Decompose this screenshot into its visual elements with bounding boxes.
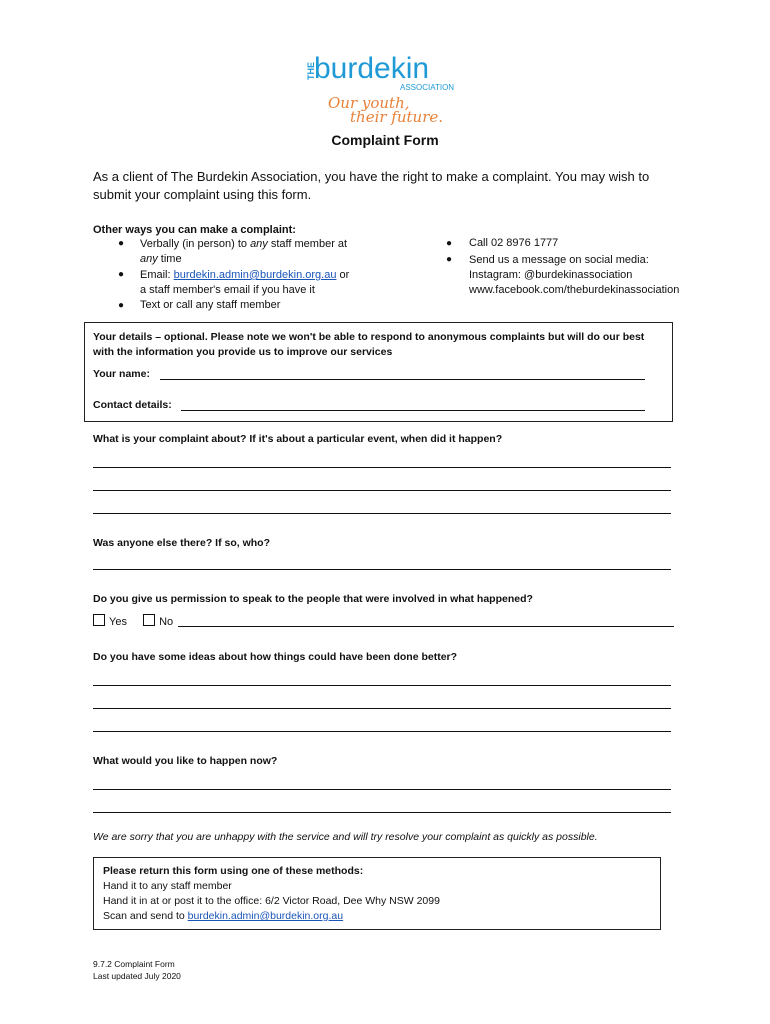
answer-line[interactable] (93, 467, 671, 468)
question-witnesses: Was anyone else there? If so, who? (93, 537, 270, 549)
logo-name: burdekin (314, 52, 430, 85)
question-ideas: Do you have some ideas about how things could have been done better? (93, 651, 458, 663)
answer-line[interactable] (93, 569, 671, 570)
yes-label: Yes (109, 616, 127, 628)
return-heading: Please return this form using one of these methods: (103, 865, 364, 877)
bullet-icon: ● (118, 300, 125, 311)
name-field[interactable] (160, 379, 645, 380)
answer-line[interactable] (93, 685, 671, 686)
logo-tagline-1: Our youth, (328, 94, 410, 112)
logo-sub: ASSOCIATION (400, 83, 455, 92)
bullet-icon: ● (118, 238, 125, 249)
intro-text: As a client of The Burdekin Association, you have the right to make a complaint. You may wish to submit your complaint using this form. (93, 169, 650, 202)
other-way-text: Text or call any staff member (140, 299, 281, 311)
answer-line[interactable] (93, 812, 671, 813)
yes-checkbox[interactable] (93, 614, 105, 626)
answer-line[interactable] (93, 789, 671, 790)
other-way-verbal: Verbally (in person) to any staff member at any time (140, 238, 348, 265)
answer-line[interactable] (93, 513, 671, 514)
footer (93, 958, 181, 982)
page-title: Complaint Form (331, 132, 439, 148)
permission-options (93, 614, 173, 628)
answer-line[interactable] (93, 490, 671, 491)
answer-line[interactable] (93, 731, 671, 732)
logo-graphic (298, 48, 478, 130)
contact-field[interactable] (181, 410, 645, 411)
answer-line[interactable] (93, 708, 671, 709)
no-label: No (159, 616, 174, 628)
apology-text: We are sorry that you are unhappy with the service and will try resolve your complaint as quickly as possible. (93, 831, 598, 843)
other-ways-heading: Other ways you can make a complaint: (93, 224, 296, 236)
logo-tagline-2: their future. (350, 108, 444, 126)
name-label: Your name: (93, 368, 150, 380)
return-line-3: Scan and send to burdekin.admin@burdekin.org.au (103, 910, 344, 922)
return-line-2: Hand it in at or post it to the office: 6/2 Victor Road, Dee Why NSW 2099 (103, 895, 440, 907)
logo-prefix: THE (306, 62, 316, 80)
contact-label: Contact details: (93, 399, 172, 411)
footer-updated: Last updated July 2020 (93, 971, 181, 981)
details-note: Your details – optional. Please note we won't be able to respond to anonymous complaints but will do our best with the information you provide us to improve our services (93, 331, 645, 358)
email-link[interactable]: burdekin.admin@burdekin.org.au (173, 269, 337, 281)
other-way-social: Send us a message on social media: Instagram: @burdekinassociation www.facebook.com/theburdekinassociation (469, 254, 680, 296)
other-way-call: Call 02 8976 1777 (469, 237, 559, 249)
question-complaint: What is your complaint about? If it's about a particular event, when did it happen? (93, 433, 503, 445)
question-permission: Do you give us permission to speak to the people that were involved in what happened? (93, 593, 533, 605)
return-line-1: Hand it to any staff member (103, 880, 232, 892)
question-outcome: What would you like to happen now? (93, 755, 278, 767)
footer-form-id: 9.7.2 Complaint Form (93, 959, 175, 969)
permission-answer-line[interactable] (178, 626, 674, 627)
bullet-icon: ● (118, 269, 125, 280)
bullet-icon: ● (446, 238, 453, 249)
logo (298, 48, 478, 130)
bullet-icon: ● (446, 254, 453, 265)
return-email-link[interactable]: burdekin.admin@burdekin.org.au (187, 910, 344, 922)
other-way-email: Email: burdekin.admin@burdekin.org.au or a staff member's email if you have it (140, 269, 350, 296)
return-methods (103, 864, 440, 924)
no-checkbox[interactable] (143, 614, 155, 626)
